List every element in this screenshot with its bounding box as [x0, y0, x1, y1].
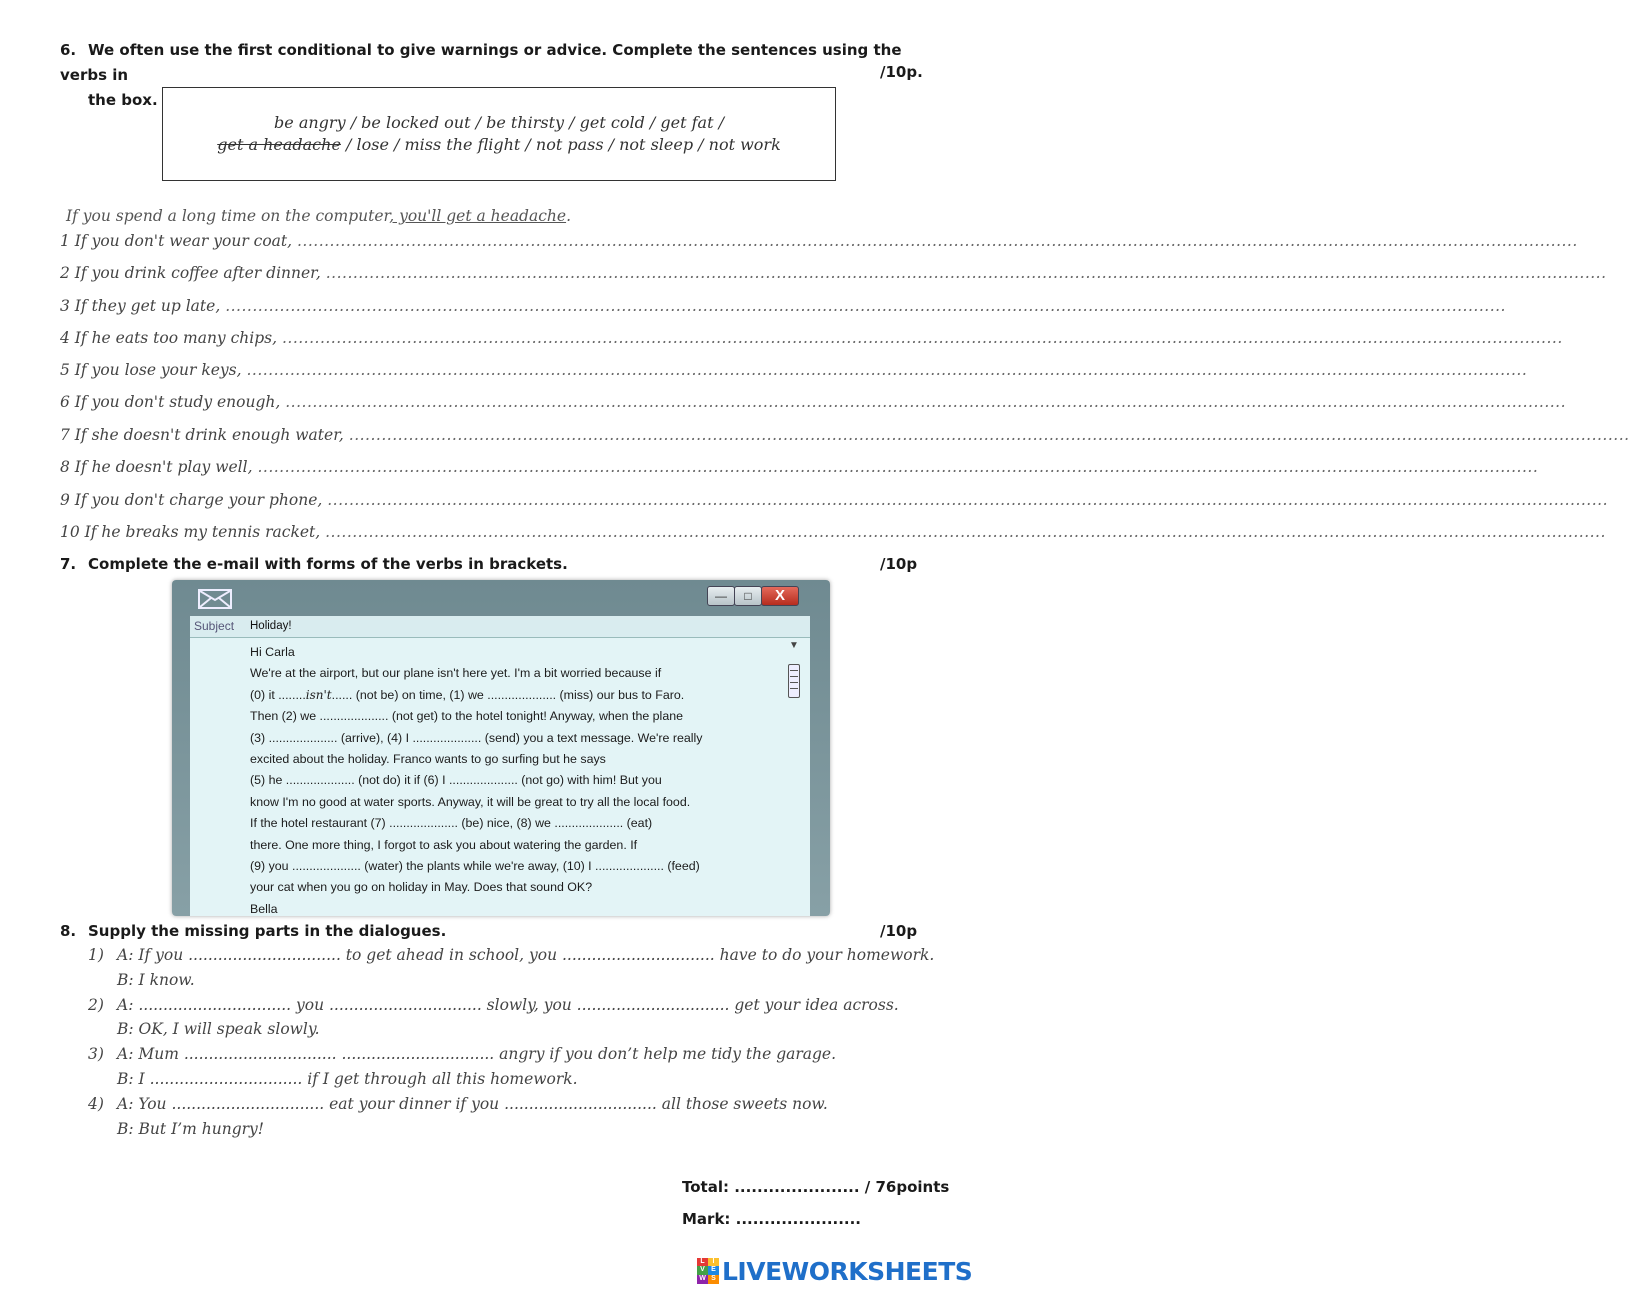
section-7-instruction: Complete the e-mail with forms of the verbs in brackets.: [88, 555, 568, 573]
sentence-item-2: [60, 264, 1607, 282]
section-6-points: /10p.: [880, 63, 923, 81]
dialogue-number: 4): [88, 1095, 104, 1113]
subject-bar: [190, 616, 810, 638]
section-6-instruction-line2: the box.: [88, 91, 158, 109]
dialogue-number: 3): [88, 1045, 104, 1063]
email-line: Then (2) we .................... (not get) to the hotel tonight! Anyway, when the plane: [250, 709, 683, 724]
email-text: [250, 642, 790, 920]
sentence-item-10: [60, 523, 1606, 541]
verb-box: [162, 87, 836, 181]
total-score[interactable]: Total: ...................... / 76points: [682, 1178, 950, 1196]
email-body: [190, 638, 810, 916]
section-8-instruction: Supply the missing parts in the dialogues.: [88, 922, 447, 940]
sentence-text: 4 If he eats too many chips,: [60, 329, 278, 347]
dialogue-a-line[interactable]: A: You ............................... eat your dinner if you ............................... all those sweets now.: [117, 1095, 828, 1113]
email-line: Hi Carla: [250, 645, 295, 659]
example-end: .: [566, 207, 571, 225]
email-line: We're at the airport, but our plane isn't here yet. I'm a bit worried because if: [250, 666, 662, 681]
dialogue-number: 2): [88, 996, 104, 1014]
sentence-text: 1 If you don't wear your coat,: [60, 232, 293, 250]
minimize-button[interactable]: —: [707, 586, 735, 606]
section-8-number: 8.: [60, 922, 77, 940]
sentence-text: 7 If she doesn't drink enough water,: [60, 426, 344, 444]
sentence-item-3: [60, 297, 1506, 315]
liveworksheets-logo: [697, 1257, 972, 1285]
email-line: If the hotel restaurant (7) .................... (be) nice, (8) we .................... (eat): [250, 816, 653, 831]
email-line: your cat when you go on holiday in May. Does that sound OK?: [250, 880, 593, 895]
dialogue-a-line[interactable]: A: ............................... you ............................... slowly, you ............................... get your idea across.: [117, 996, 899, 1014]
sentence-item-1: [60, 232, 1578, 250]
mark-field[interactable]: Mark: ......................: [682, 1210, 862, 1228]
answer-blank[interactable]: ............................................................................................................................................................................................................................................: [327, 491, 1609, 509]
section-6-instruction-line1: We often use the first conditional to give warnings or advice. Complete the sentences using the verbs in: [60, 41, 902, 84]
sentence-text: 9 If you don't charge your phone,: [60, 491, 323, 509]
logo-text: LIVEWORKSHEETS: [722, 1256, 973, 1286]
dialogue-b-line: B: I know.: [117, 971, 195, 989]
dialogue-b-line[interactable]: B: I ............................... if I get through all this homework.: [117, 1070, 578, 1088]
email-window: [172, 580, 830, 916]
section-8-points: /10p: [880, 922, 918, 940]
answer-blank[interactable]: ............................................................................................................................................................................................................................................: [348, 426, 1630, 444]
sentence-item-6: [60, 393, 1567, 411]
dialogue-b-line: B: OK, I will speak slowly.: [117, 1020, 320, 1038]
sentence-text: 10 If he breaks my tennis racket,: [60, 523, 321, 541]
email-line-start: (0) it: [250, 687, 279, 702]
email-line: know I'm no good at water sports. Anyway, it will be great to try all the local food.: [250, 794, 691, 809]
email-scrollbar[interactable]: [785, 638, 807, 916]
dialogue-b-line: B: But I’m hungry!: [117, 1120, 265, 1138]
maximize-button[interactable]: □: [734, 586, 762, 606]
example-sentence: [66, 207, 571, 225]
sentence-text: 5 If you lose your keys,: [60, 361, 242, 379]
section-7-number: 7.: [60, 555, 77, 573]
envelope-icon: [198, 589, 232, 609]
email-line: excited about the holiday. Franco wants to go surfing but he says: [250, 752, 606, 767]
answer-blank[interactable]: ............................................................................................................................................................................................................................................: [325, 523, 1606, 541]
sentence-item-4: [60, 329, 1563, 347]
verb-box-line2: [163, 134, 835, 156]
sentence-text: 6 If you don't study enough,: [60, 393, 281, 411]
email-titlebar: [172, 580, 830, 614]
answer-blank[interactable]: ............................................................................................................................................................................................................................................: [297, 232, 1578, 250]
sentence-text: 8 If he doesn't play well,: [60, 458, 253, 476]
answer-blank[interactable]: ............................................................................................................................................................................................................................................: [285, 393, 1567, 411]
email-line-rest: ...... (not be) on time, (1) we .................... (miss) our bus to Faro.: [331, 687, 685, 702]
close-button[interactable]: X: [761, 586, 799, 606]
sentence-item-9: [60, 491, 1609, 509]
dialogue-a-line[interactable]: A: If you ............................... to get ahead in school, you ............................... have to do your homework.: [117, 946, 935, 964]
example-answer: , you'll get a headache: [389, 207, 567, 225]
section-7-points: /10p: [880, 555, 918, 573]
sentence-item-7: [60, 426, 1630, 444]
section-7-heading: [60, 555, 568, 573]
email-line: there. One more thing, I forgot to ask you about watering the garden. If: [250, 837, 638, 852]
verb-box-line2-rest: / lose / miss the flight / not pass / not sleep / not work: [340, 135, 781, 154]
scroll-thumb[interactable]: [788, 664, 800, 698]
subject-label: Subject: [194, 619, 235, 633]
dialogue-a-line[interactable]: A: Mum ............................... ............................... angry if you don’t help me tidy the garage.: [117, 1045, 837, 1063]
answer-blank[interactable]: ............................................................................................................................................................................................................................................: [325, 264, 1607, 282]
struck-verb: get a headache: [217, 135, 341, 154]
email-line: Bella: [250, 901, 278, 916]
handwritten-answer[interactable]: isn't: [305, 687, 332, 702]
email-line: (5) he .................... (not do) it if (6) I .................... (not go) with him! But you: [250, 773, 662, 788]
answer-blank[interactable]: ............................................................................................................................................................................................................................................: [281, 329, 1563, 347]
sentence-item-8: [60, 458, 1539, 476]
sentence-text: 2 If you drink coffee after dinner,: [60, 264, 321, 282]
section-8-heading: [60, 922, 446, 940]
dialogue-number: 1): [88, 946, 104, 964]
email-line: (3) .................... (arrive), (4) I .................... (send) you a text message. We're really: [250, 730, 703, 745]
answer-blank[interactable]: ............................................................................................................................................................................................................................................: [225, 297, 1506, 315]
email-line: (9) you .................... (water) the plants while we're away, (10) I .................... (feed): [250, 859, 700, 874]
scroll-up-arrow-icon[interactable]: ▼: [789, 640, 799, 651]
logo-icon: L I V E W S: [697, 1258, 719, 1284]
sentence-item-5: [60, 361, 1528, 379]
subject-field[interactable]: Holiday!: [250, 620, 292, 632]
sentence-text: 3 If they get up late,: [60, 297, 221, 315]
answer-blank[interactable]: ............................................................................................................................................................................................................................................: [257, 458, 1539, 476]
answer-blank[interactable]: ............................................................................................................................................................................................................................................: [246, 361, 1528, 379]
section-6-number: 6.: [60, 41, 77, 59]
email-line: [250, 685, 790, 706]
example-start: If you spend a long time on the computer: [66, 207, 390, 225]
blank-dots: ........: [278, 687, 306, 702]
verb-box-line1: be angry / be locked out / be thirsty / get cold / get fat /: [274, 113, 724, 132]
